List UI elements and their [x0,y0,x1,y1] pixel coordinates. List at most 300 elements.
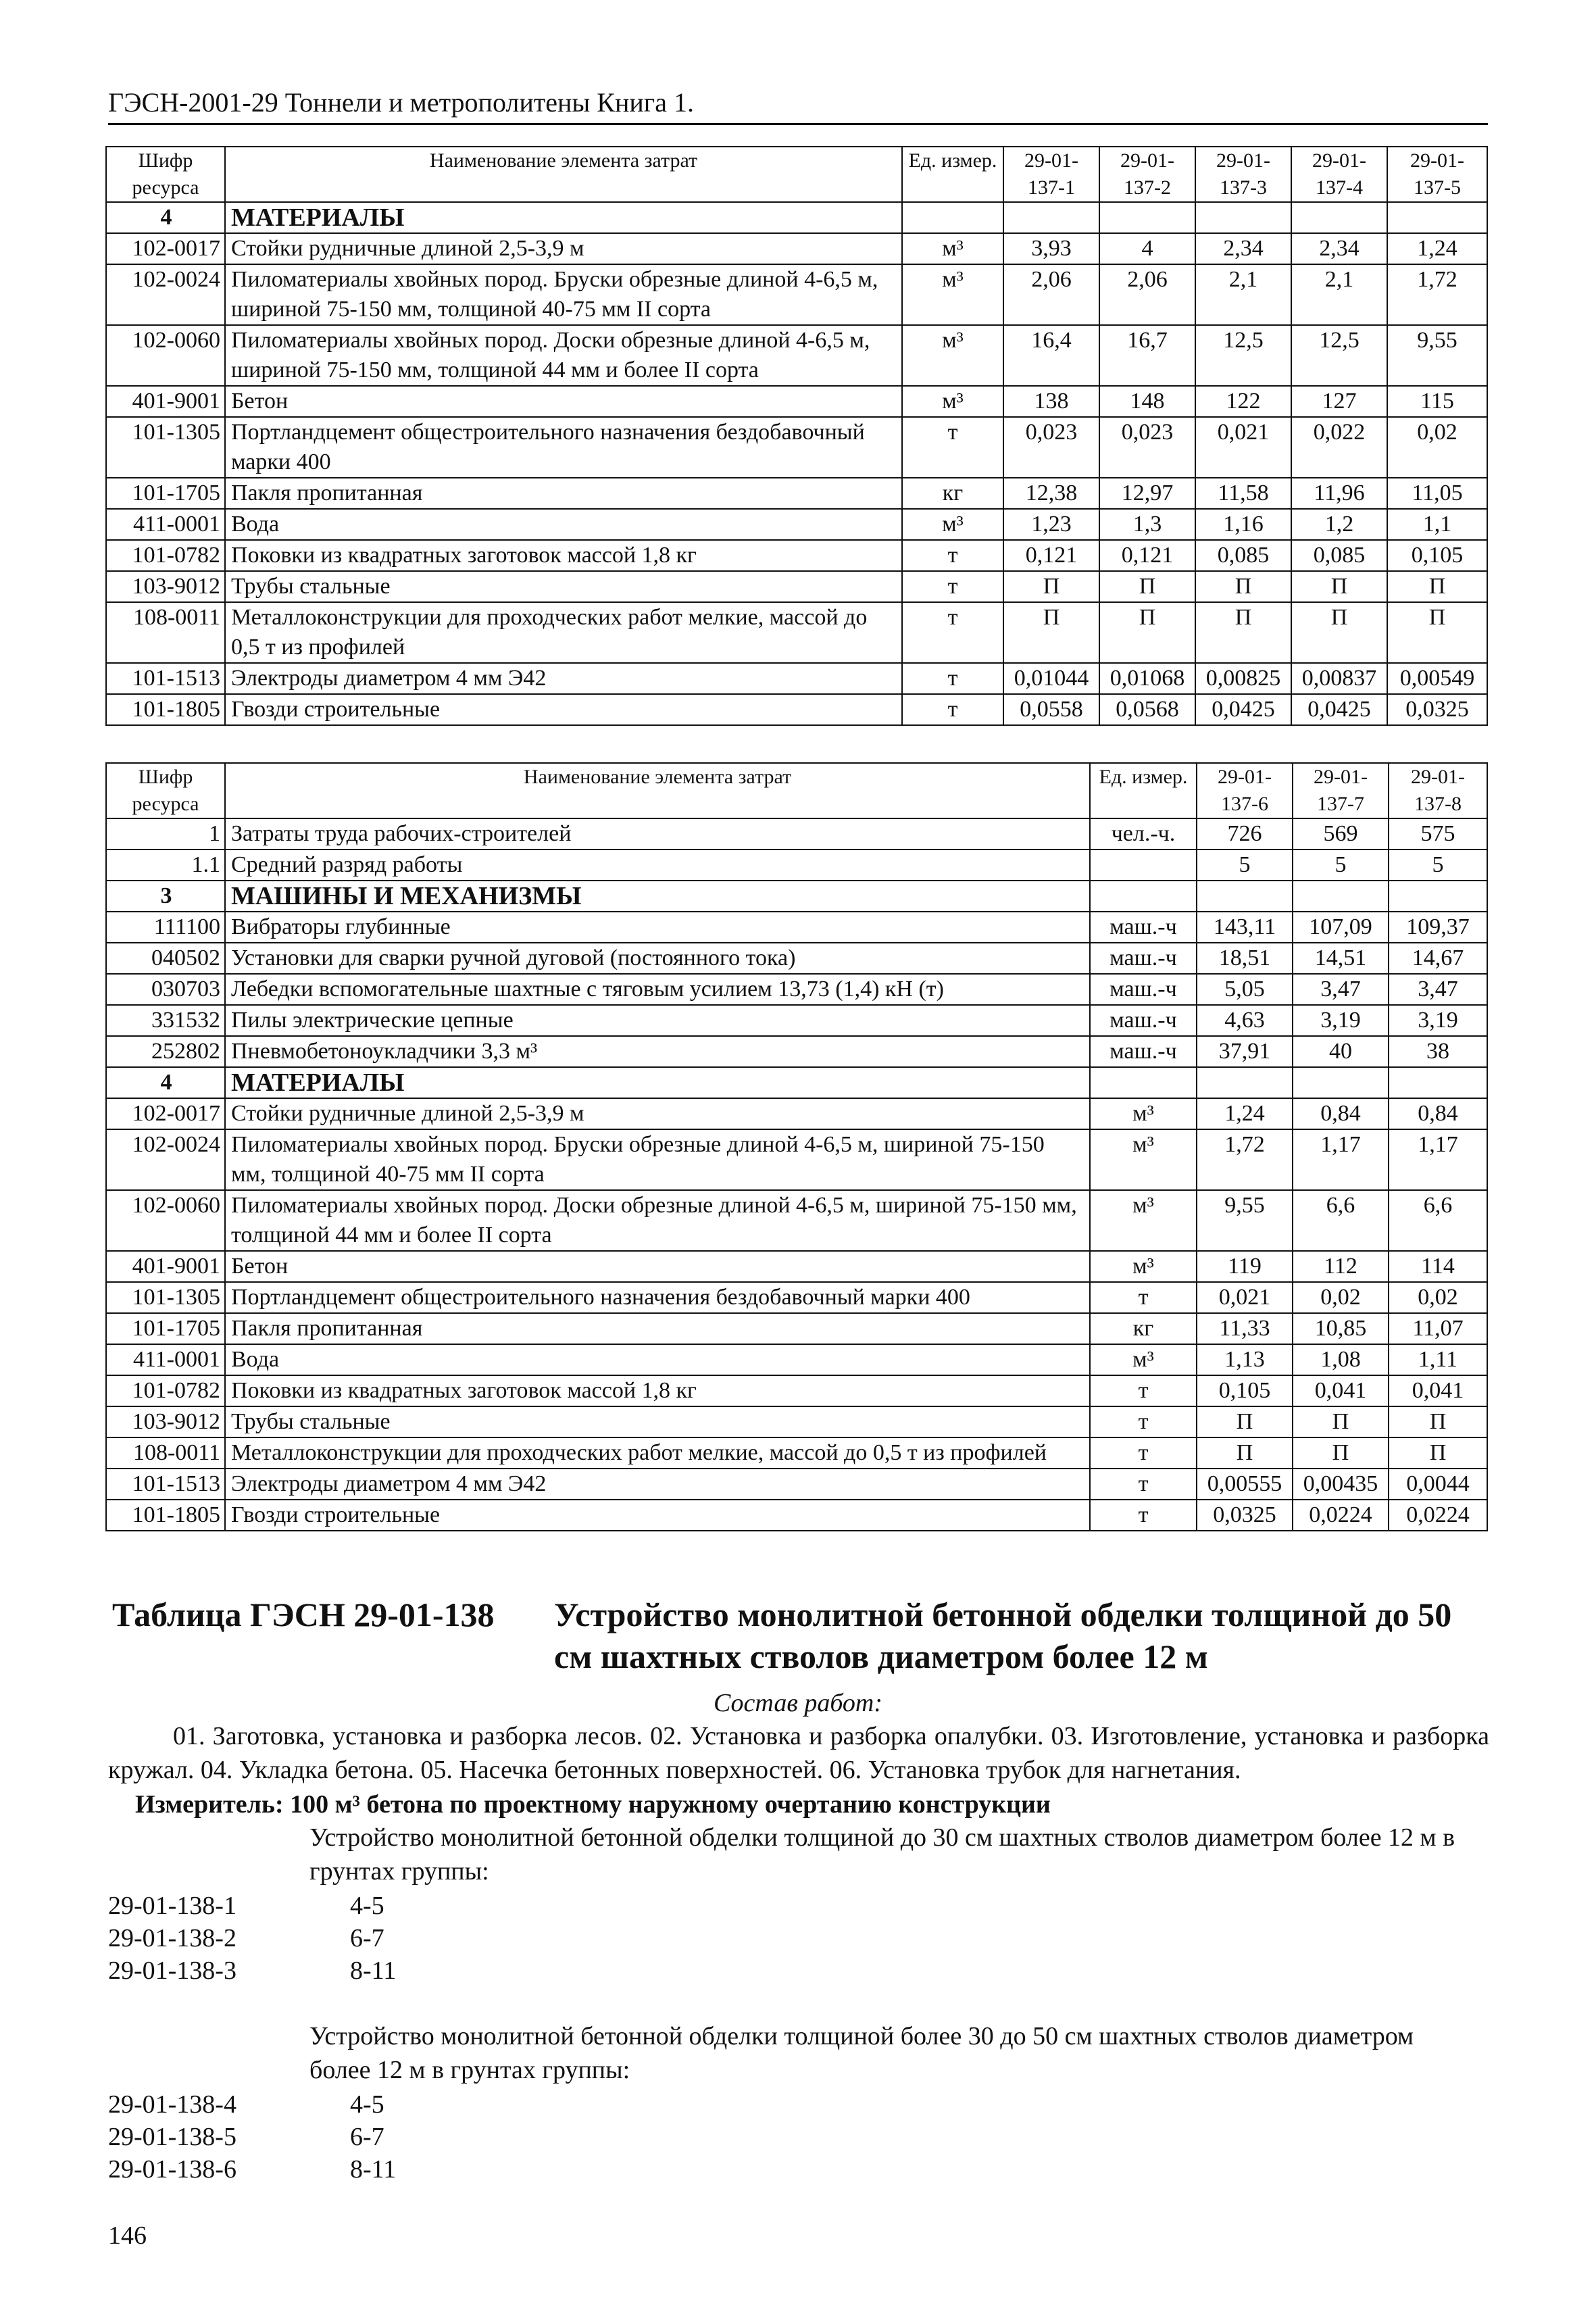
norm-value: 0,023 [1003,417,1099,478]
unit: т [902,694,1003,725]
unit: м³ [1090,1190,1197,1251]
norm-code-row [108,1890,384,1922]
column-header: Ед. измер. [902,147,1003,202]
norm-code-row [108,1922,384,1954]
resource-code: 102-0060 [106,325,225,386]
norm-value: 0,02 [1389,1282,1487,1313]
resource-code: 102-0024 [106,1129,225,1190]
norm-value: 0,00435 [1293,1469,1389,1500]
norm-value: 114 [1389,1251,1487,1282]
norm-value: 1,13 [1197,1344,1293,1375]
norm-value [1197,881,1293,912]
unit: маш.-ч [1090,912,1197,943]
table-number: Таблица ГЭСН 29-01-138 [112,1596,495,1633]
norm-value: 12,5 [1195,325,1291,386]
norm-value: 2,34 [1195,233,1291,264]
norm-value: П [1291,571,1387,602]
table-row [106,540,1487,571]
resource-code: 401-9001 [106,386,225,417]
resource-code: 3 [106,881,225,912]
resource-code: 108-0011 [106,1437,225,1469]
column-header: 29-01-137-6 [1197,763,1293,818]
resource-name: Трубы стальные [225,571,902,602]
resource-code: 102-0060 [106,1190,225,1251]
section-row [106,202,1487,233]
resource-name: Стойки рудничные длиной 2,5-3,9 м [225,233,902,264]
norm-value: 5,05 [1197,974,1293,1005]
table-row [106,1469,1487,1500]
resource-name: Бетон [225,1251,1090,1282]
norm-value: 0,0325 [1387,694,1487,725]
resource-name: Портландцемент общестроительного назначения бездобавочный марки 400 [225,417,902,478]
unit [1090,881,1197,912]
norm-value: 18,51 [1197,943,1293,974]
resource-code: 401-9001 [106,1251,225,1282]
norm-value: 0,105 [1197,1375,1293,1406]
unit: т [1090,1469,1197,1500]
resource-code: 102-0017 [106,233,225,264]
unit: т [902,417,1003,478]
table-row [106,663,1487,694]
norm-value: 1,72 [1387,264,1487,325]
column-header: 29-01-137-2 [1099,147,1195,202]
resource-name: Вода [225,509,902,540]
norm-value [1293,881,1389,912]
table-row [106,850,1487,881]
norm-code-row [108,1954,396,1987]
norm-value: 3,47 [1293,974,1389,1005]
column-header: 29-01-137-3 [1195,147,1291,202]
table-row [106,1406,1487,1437]
norm-value: П [1293,1406,1389,1437]
resource-code: 411-0001 [106,509,225,540]
norm-value: 3,19 [1389,1005,1487,1036]
norm-value: 0,0425 [1291,694,1387,725]
norm-value: 16,4 [1003,325,1099,386]
norm-value: 575 [1389,818,1487,850]
norm-code: 29-01-138-4 [108,2090,236,2119]
soil-group: 4-5 [350,1892,384,1920]
norm-value: 0,023 [1099,417,1195,478]
table-row [106,571,1487,602]
resources-table-137-1-5 [105,146,1488,726]
norm-value: П [1291,602,1387,663]
table-row [106,1313,1487,1344]
unit: т [902,663,1003,694]
norm-value: 127 [1291,386,1387,417]
norm-value: П [1389,1406,1487,1437]
norm-value: 12,97 [1099,478,1195,509]
norm-value: 1,11 [1389,1344,1487,1375]
resource-name: Вибраторы глубинные [225,912,1090,943]
table-title: Устройство монолитной бетонной обделки толщиной до 50 см шахтных стволов диаметром более 12 м [554,1596,1452,1675]
unit: кг [902,478,1003,509]
table-row [106,974,1487,1005]
unit: т [902,602,1003,663]
table-row [106,818,1487,850]
norm-value: 12,5 [1291,325,1387,386]
norm-value: 1,72 [1197,1129,1293,1190]
table-row [106,264,1487,325]
norm-value: 0,105 [1387,540,1487,571]
resource-name: Пакля пропитанная [225,1313,1090,1344]
soil-group: 4-5 [350,2090,384,2119]
soil-group: 8-11 [350,2155,397,2184]
resource-code: 102-0017 [106,1098,225,1129]
norm-value: 3,19 [1293,1005,1389,1036]
unit: м³ [1090,1129,1197,1190]
table-row [106,1437,1487,1469]
resource-code: 252802 [106,1036,225,1067]
column-header: Шифр ресурса [106,763,225,818]
resource-code: 101-0782 [106,1375,225,1406]
unit: м³ [902,386,1003,417]
resource-name: МАТЕРИАЛЫ [225,1067,1090,1098]
norm-value: 0,01068 [1099,663,1195,694]
unit: т [1090,1437,1197,1469]
norm-value: П [1387,602,1487,663]
norm-value: 569 [1293,818,1389,850]
resource-code: 030703 [106,974,225,1005]
norm-value: 14,67 [1389,943,1487,974]
resource-name: Пилы электрические цепные [225,1005,1090,1036]
norm-value: 11,05 [1387,478,1487,509]
soil-group: 8-11 [350,1956,397,1985]
resource-name: Гвозди строительные [225,694,902,725]
norm-value: 4 [1099,233,1195,264]
norm-value: 0,041 [1389,1375,1487,1406]
norm-value: 3,93 [1003,233,1099,264]
norm-code-row [108,2088,384,2121]
measurement-unit: Измеритель: 100 м³ бетона по проектному наружному очертанию конструкции [135,1790,1051,1819]
page-header: ГЭСН-2001-29 Тоннели и метрополитены Книга 1. [108,87,1488,125]
norm-value: 38 [1389,1036,1487,1067]
norm-code-row [108,2121,384,2153]
norm-value: П [1003,571,1099,602]
norm-value: 0,0568 [1099,694,1195,725]
resource-code: 101-0782 [106,540,225,571]
norm-value: 119 [1197,1251,1293,1282]
norm-value: П [1293,1437,1389,1469]
norm-value: П [1387,571,1487,602]
resource-code: 040502 [106,943,225,974]
norm-value: 11,33 [1197,1313,1293,1344]
norm-value [1099,202,1195,233]
resource-name: Электроды диаметром 4 мм Э42 [225,663,902,694]
norm-value: П [1195,571,1291,602]
norm-value: 107,09 [1293,912,1389,943]
norm-value: 37,91 [1197,1036,1293,1067]
norm-code: 29-01-138-5 [108,2123,236,2151]
norm-value: 2,06 [1003,264,1099,325]
norm-value: 0,01044 [1003,663,1099,694]
table-row [106,694,1487,725]
norm-value: 0,00837 [1291,663,1387,694]
norm-code: 29-01-138-2 [108,1924,236,1952]
table-row [106,602,1487,663]
resource-code: 101-1805 [106,1500,225,1531]
norm-value: 1,3 [1099,509,1195,540]
table-row [106,1500,1487,1531]
unit: т [1090,1500,1197,1531]
norm-value: 6,6 [1293,1190,1389,1251]
norm-value: 0,0558 [1003,694,1099,725]
resource-name: Металлоконструкции для проходческих работ мелкие, массой до 0,5 т из профилей [225,602,902,663]
resource-name: МАШИНЫ И МЕХАНИЗМЫ [225,881,1090,912]
norm-value: 0,021 [1195,417,1291,478]
table-row [106,325,1487,386]
resource-code: 101-1513 [106,1469,225,1500]
norm-value: П [1197,1406,1293,1437]
resource-name: Пневмобетоноукладчики 3,3 м³ [225,1036,1090,1067]
unit: м³ [902,233,1003,264]
norm-value: 0,0425 [1195,694,1291,725]
norm-value: 112 [1293,1251,1389,1282]
table-row [106,417,1487,478]
resource-code: 101-1805 [106,694,225,725]
norm-value: 11,58 [1195,478,1291,509]
norm-value: 0,085 [1291,540,1387,571]
norm-value: 5 [1389,850,1487,881]
table-header-row [106,147,1487,202]
norm-value [1291,202,1387,233]
resource-name: Пиломатериалы хвойных пород. Бруски обрезные длиной 4-6,5 м, шириной 75-150 мм, толщиной 40-75 мм II сорта [225,264,902,325]
resource-code: 101-1513 [106,663,225,694]
table-row [106,1005,1487,1036]
norm-value: 1,23 [1003,509,1099,540]
norm-value: П [1195,602,1291,663]
norm-value: П [1099,602,1195,663]
norm-value: 1,16 [1195,509,1291,540]
resource-name: Электроды диаметром 4 мм Э42 [225,1469,1090,1500]
table-row [106,1036,1487,1067]
norm-value: 0,00825 [1195,663,1291,694]
page-number: 146 [108,2221,147,2250]
table-row [106,509,1487,540]
resource-name: Портландцемент общестроительного назначения бездобавочный марки 400 [225,1282,1090,1313]
column-header: 29-01-137-1 [1003,147,1099,202]
norm-value: 1,1 [1387,509,1487,540]
table-row [106,1129,1487,1190]
norm-value: 0,121 [1099,540,1195,571]
works-composition-label: Состав работ: [713,1689,883,1717]
column-header: Наименование элемента затрат [225,147,902,202]
norm-value: 0,085 [1195,540,1291,571]
unit: т [1090,1375,1197,1406]
works-composition-text: 01. Заготовка, установка и разборка лесов. 02. Установка и разборка опалубки. 03. Изготовление, установка и разборка кружал. 04. Укладка бетона. 05. Насечка бетонных поверхностей. 06. Установка трубок для нагнетания. [108,1722,1489,1784]
table-header-row [106,763,1487,818]
unit: маш.-ч [1090,1036,1197,1067]
resource-code: 1 [106,818,225,850]
norm-value: 9,55 [1387,325,1487,386]
resource-code: 108-0011 [106,602,225,663]
norm-value: 11,07 [1389,1313,1487,1344]
norm-value: 148 [1099,386,1195,417]
norm-value [1197,1067,1293,1098]
norm-value [1003,202,1099,233]
norm-value [1387,202,1487,233]
resources-table-137-6-8 [105,762,1488,1531]
group-description-2: Устройство монолитной бетонной обделки толщиной более 30 до 50 см шахтных стволов диаметром более 12 м в грунтах группы: [309,2022,1414,2084]
unit: т [1090,1282,1197,1313]
table-row [106,1098,1487,1129]
resource-name: Средний разряд работы [225,850,1090,881]
unit: чел.-ч. [1090,818,1197,850]
norm-value: 9,55 [1197,1190,1293,1251]
norm-value: 138 [1003,386,1099,417]
column-header: 29-01-137-4 [1291,147,1387,202]
norm-value: 0,0224 [1389,1500,1487,1531]
norm-value: 4,63 [1197,1005,1293,1036]
norm-value: 2,06 [1099,264,1195,325]
norm-code: 29-01-138-6 [108,2155,236,2184]
resource-name: Лебедки вспомогательные шахтные с тяговым усилием 13,73 (1,4) кН (т) [225,974,1090,1005]
norm-value: П [1197,1437,1293,1469]
norm-value: П [1099,571,1195,602]
column-header: 29-01-137-8 [1389,763,1487,818]
unit: м³ [902,264,1003,325]
resource-name: МАТЕРИАЛЫ [225,202,902,233]
norm-value: 1,17 [1389,1129,1487,1190]
norm-value: 3,47 [1389,974,1487,1005]
table-row [106,478,1487,509]
resource-name: Затраты труда рабочих-строителей [225,818,1090,850]
norm-value: 122 [1195,386,1291,417]
norm-value [1389,881,1487,912]
resource-name: Стойки рудничные длиной 2,5-3,9 м [225,1098,1090,1129]
table-row [106,943,1487,974]
unit: т [1090,1406,1197,1437]
norm-value: 1,08 [1293,1344,1389,1375]
resource-code: 4 [106,1067,225,1098]
norm-value: П [1389,1437,1487,1469]
resource-code: 101-1305 [106,1282,225,1313]
norm-value: 2,1 [1195,264,1291,325]
norm-value: 0,84 [1389,1098,1487,1129]
norm-value: 40 [1293,1036,1389,1067]
unit: м³ [902,325,1003,386]
resource-name: Поковки из квадратных заготовок массой 1,8 кг [225,540,902,571]
column-header: 29-01-137-7 [1293,763,1389,818]
norm-value: П [1003,602,1099,663]
norm-value: 10,85 [1293,1313,1389,1344]
section-row [106,881,1487,912]
norm-value: 726 [1197,818,1293,850]
resource-code: 101-1305 [106,417,225,478]
section-row [106,1067,1487,1098]
column-header: 29-01-137-5 [1387,147,1487,202]
resource-name: Пиломатериалы хвойных пород. Доски обрезные длиной 4-6,5 м, шириной 75-150 мм, толщиной 44 мм и более II сорта [225,325,902,386]
norm-value: 0,022 [1291,417,1387,478]
resource-code: 101-1705 [106,478,225,509]
norm-value: 0,00555 [1197,1469,1293,1500]
norm-value: 0,00549 [1387,663,1487,694]
resource-code: 103-9012 [106,571,225,602]
norm-value: 6,6 [1389,1190,1487,1251]
unit: маш.-ч [1090,943,1197,974]
norm-value: 1,2 [1291,509,1387,540]
norm-value: 143,11 [1197,912,1293,943]
norm-value: 0,0044 [1389,1469,1487,1500]
norm-value [1195,202,1291,233]
resource-code: 1.1 [106,850,225,881]
resource-code: 102-0024 [106,264,225,325]
unit: маш.-ч [1090,1005,1197,1036]
resource-name: Вода [225,1344,1090,1375]
norm-code-row [108,2153,396,2186]
norm-value [1389,1067,1487,1098]
resource-name: Металлоконструкции для проходческих работ мелкие, массой до 0,5 т из профилей [225,1437,1090,1469]
table-row [106,1375,1487,1406]
soil-group: 6-7 [350,1924,384,1952]
unit: м³ [1090,1251,1197,1282]
unit: м³ [902,509,1003,540]
resource-name: Трубы стальные [225,1406,1090,1437]
table-row [106,1282,1487,1313]
column-header: Ед. измер. [1090,763,1197,818]
table-row [106,1190,1487,1251]
soil-group: 6-7 [350,2123,384,2151]
norm-value: 11,96 [1291,478,1387,509]
table-row [106,1251,1487,1282]
resource-code: 111100 [106,912,225,943]
resource-code: 331532 [106,1005,225,1036]
norm-value: 2,34 [1291,233,1387,264]
norm-value: 0,121 [1003,540,1099,571]
norm-value: 1,24 [1197,1098,1293,1129]
unit [902,202,1003,233]
norm-value: 0,0224 [1293,1500,1389,1531]
norm-value: 0,021 [1197,1282,1293,1313]
unit: кг [1090,1313,1197,1344]
resource-name: Установки для сварки ручной дуговой (постоянного тока) [225,943,1090,974]
norm-value [1293,1067,1389,1098]
norm-value: 1,17 [1293,1129,1389,1190]
resource-name: Гвозди строительные [225,1500,1090,1531]
norm-value: 5 [1293,850,1389,881]
unit [1090,850,1197,881]
norm-value: 115 [1387,386,1487,417]
norm-value: 2,1 [1291,264,1387,325]
norm-value: 0,041 [1293,1375,1389,1406]
resource-name: Бетон [225,386,902,417]
resource-name: Пакля пропитанная [225,478,902,509]
resource-code: 103-9012 [106,1406,225,1437]
table-row [106,912,1487,943]
unit: т [902,571,1003,602]
unit: м³ [1090,1098,1197,1129]
resource-code: 4 [106,202,225,233]
resource-name: Пиломатериалы хвойных пород. Доски обрезные длиной 4-6,5 м, шириной 75-150 мм, толщиной 44 мм и более II сорта [225,1190,1090,1251]
norm-value: 14,51 [1293,943,1389,974]
norm-value: 0,02 [1387,417,1487,478]
unit: т [902,540,1003,571]
unit [1090,1067,1197,1098]
table-row [106,1344,1487,1375]
resource-code: 411-0001 [106,1344,225,1375]
column-header: Шифр ресурса [106,147,225,202]
norm-value: 1,24 [1387,233,1487,264]
norm-value: 16,7 [1099,325,1195,386]
resource-name: Поковки из квадратных заготовок массой 1,8 кг [225,1375,1090,1406]
column-header: Наименование элемента затрат [225,763,1090,818]
norm-value: 5 [1197,850,1293,881]
norm-code: 29-01-138-3 [108,1956,236,1985]
resource-code: 101-1705 [106,1313,225,1344]
norm-value: 0,02 [1293,1282,1389,1313]
table-row [106,233,1487,264]
group-description-1: Устройство монолитной бетонной обделки толщиной до 30 см шахтных стволов диаметром более 12 м в грунтах группы: [309,1823,1455,1886]
